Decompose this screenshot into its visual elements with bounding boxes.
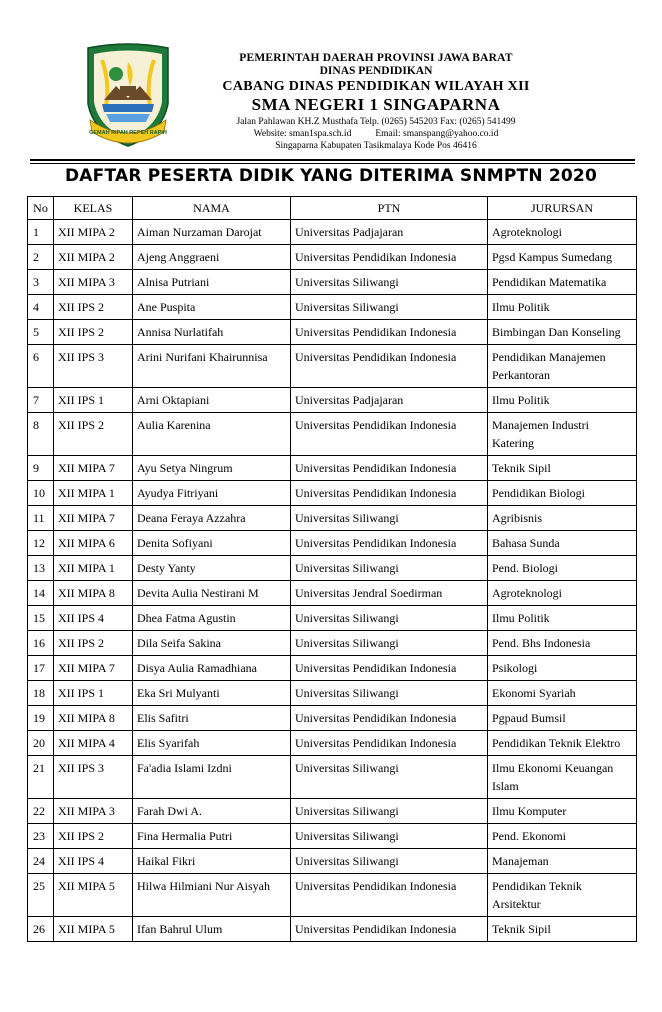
cell-ptn: Universitas Siliwangi [291, 295, 488, 320]
cell-ptn: Universitas Siliwangi [291, 506, 488, 531]
cell-no: 23 [28, 824, 54, 849]
accepted-students-table [27, 196, 637, 942]
letterhead [0, 0, 662, 165]
cell-jurusan: Agroteknologi [488, 220, 637, 245]
cell-ptn: Universitas Pendidikan Indonesia [291, 245, 488, 270]
cell-ptn: Universitas Jendral Soedirman [291, 581, 488, 606]
logo-motto-text: GEMAH RIPAH REPEH RAPIH [89, 130, 167, 136]
cell-nama: Denita Sofiyani [133, 531, 291, 556]
letterhead-rule-thick [30, 159, 635, 161]
school-email: Email: smanspang@yahoo.co.id [375, 129, 499, 140]
cell-kelas: XII IPS 4 [54, 606, 133, 631]
cell-nama: Devita Aulia Nestirani M [133, 581, 291, 606]
cell-jurusan: Pendidikan Manajemen Perkantoran [488, 345, 637, 388]
cell-no: 12 [28, 531, 54, 556]
cell-nama: Eka Sri Mulyanti [133, 681, 291, 706]
cell-no: 21 [28, 756, 54, 799]
table-row [28, 481, 637, 506]
cell-ptn: Universitas Siliwangi [291, 824, 488, 849]
cell-ptn: Universitas Siliwangi [291, 681, 488, 706]
cell-kelas: XII MIPA 1 [54, 481, 133, 506]
cell-jurusan: Agroteknologi [488, 581, 637, 606]
cell-no: 4 [28, 295, 54, 320]
cell-nama: Ayu Setya Ningrum [133, 456, 291, 481]
cell-jurusan: Ilmu Komputer [488, 799, 637, 824]
cell-nama: Annisa Nurlatifah [133, 320, 291, 345]
school-address: Jalan Pahlawan KH.Z Musthafa Telp. (0265) 545203 Fax: (0265) 541499 [236, 117, 516, 128]
cell-no: 1 [28, 220, 54, 245]
cell-ptn: Universitas Padjajaran [291, 220, 488, 245]
cell-ptn: Universitas Siliwangi [291, 799, 488, 824]
cell-kelas: XII MIPA 6 [54, 531, 133, 556]
cell-ptn: Universitas Pendidikan Indonesia [291, 320, 488, 345]
cell-kelas: XII IPS 2 [54, 631, 133, 656]
cell-no: 9 [28, 456, 54, 481]
cell-nama: Ayudya Fitriyani [133, 481, 291, 506]
table-row [28, 245, 637, 270]
cell-jurusan: Ilmu Politik [488, 388, 637, 413]
cell-no: 24 [28, 849, 54, 874]
cell-jurusan: Bahasa Sunda [488, 531, 637, 556]
cell-ptn: Universitas Pendidikan Indonesia [291, 531, 488, 556]
cell-jurusan: Teknik Sipil [488, 456, 637, 481]
cell-kelas: XII MIPA 5 [54, 874, 133, 917]
cell-kelas: XII IPS 3 [54, 756, 133, 799]
cell-nama: Fina Hermalia Putri [133, 824, 291, 849]
cell-ptn: Universitas Siliwangi [291, 270, 488, 295]
cell-no: 13 [28, 556, 54, 581]
cell-ptn: Universitas Padjajaran [291, 388, 488, 413]
cell-ptn: Universitas Pendidikan Indonesia [291, 731, 488, 756]
cell-jurusan: Pgpaud Bumsil [488, 706, 637, 731]
cell-no: 3 [28, 270, 54, 295]
table-row [28, 295, 637, 320]
cell-no: 17 [28, 656, 54, 681]
table-row [28, 731, 637, 756]
cell-no: 15 [28, 606, 54, 631]
table-row [28, 656, 637, 681]
cell-no: 14 [28, 581, 54, 606]
header-ptn: PTN [291, 197, 488, 220]
cell-ptn: Universitas Pendidikan Indonesia [291, 456, 488, 481]
cell-jurusan: Pendidikan Teknik Elektro [488, 731, 637, 756]
cell-nama: Dhea Fatma Agustin [133, 606, 291, 631]
cell-no: 2 [28, 245, 54, 270]
cell-kelas: XII MIPA 8 [54, 706, 133, 731]
table-row [28, 756, 637, 799]
cell-nama: Desty Yanty [133, 556, 291, 581]
cell-no: 19 [28, 706, 54, 731]
table-row [28, 531, 637, 556]
cell-jurusan: Ilmu Ekonomi Keuangan Islam [488, 756, 637, 799]
cell-nama: Ajeng Anggraeni [133, 245, 291, 270]
cell-nama: Ifan Bahrul Ulum [133, 917, 291, 942]
cell-ptn: Universitas Siliwangi [291, 606, 488, 631]
cell-nama: Elis Safitri [133, 706, 291, 731]
cell-jurusan: Bimbingan Dan Konseling [488, 320, 637, 345]
cell-kelas: XII IPS 2 [54, 413, 133, 456]
cell-kelas: XII MIPA 1 [54, 556, 133, 581]
cell-kelas: XII MIPA 7 [54, 656, 133, 681]
cell-nama: Alnisa Putriani [133, 270, 291, 295]
header-kelas: KELAS [54, 197, 133, 220]
table-row [28, 706, 637, 731]
cell-nama: Disya Aulia Ramadhiana [133, 656, 291, 681]
cell-no: 26 [28, 917, 54, 942]
cell-ptn: Universitas Pendidikan Indonesia [291, 413, 488, 456]
cell-no: 16 [28, 631, 54, 656]
letterhead-text [196, 52, 556, 153]
cell-kelas: XII MIPA 3 [54, 799, 133, 824]
cell-nama: Dila Seifa Sakina [133, 631, 291, 656]
branch-office-name: CABANG DINAS PENDIDIKAN WILAYAH XII [222, 78, 530, 94]
cell-ptn: Universitas Pendidikan Indonesia [291, 656, 488, 681]
header-no: No [28, 197, 54, 220]
school-city: Singaparna Kabupaten Tasikmalaya Kode Pos 46416 [275, 141, 477, 152]
school-contact [196, 129, 556, 141]
header-nama: NAMA [133, 197, 291, 220]
cell-nama: Arini Nurifani Khairunnisa [133, 345, 291, 388]
table-row [28, 320, 637, 345]
cell-kelas: XII MIPA 4 [54, 731, 133, 756]
cell-ptn: Universitas Siliwangi [291, 631, 488, 656]
cell-nama: Farah Dwi A. [133, 799, 291, 824]
cell-kelas: XII MIPA 7 [54, 456, 133, 481]
table-row [28, 849, 637, 874]
table-header-row [28, 197, 637, 220]
cell-nama: Aiman Nurzaman Darojat [133, 220, 291, 245]
cell-kelas: XII MIPA 8 [54, 581, 133, 606]
department-name: DINAS PENDIDIKAN [319, 64, 433, 77]
school-website: Website: sman1spa.sch.id [253, 129, 352, 140]
table-row [28, 220, 637, 245]
cell-ptn: Universitas Pendidikan Indonesia [291, 917, 488, 942]
cell-jurusan: Manajeman [488, 849, 637, 874]
cell-kelas: XII IPS 2 [54, 320, 133, 345]
table-row [28, 270, 637, 295]
cell-ptn: Universitas Siliwangi [291, 756, 488, 799]
cell-jurusan: Teknik Sipil [488, 917, 637, 942]
table-row [28, 917, 637, 942]
cell-no: 6 [28, 345, 54, 388]
cell-jurusan: Manajemen Industri Katering [488, 413, 637, 456]
cell-jurusan: Psikologi [488, 656, 637, 681]
cell-ptn: Universitas Pendidikan Indonesia [291, 345, 488, 388]
table-row [28, 556, 637, 581]
cell-kelas: XII IPS 1 [54, 681, 133, 706]
cell-jurusan: Pend. Bhs Indonesia [488, 631, 637, 656]
cell-ptn: Universitas Pendidikan Indonesia [291, 706, 488, 731]
cell-ptn: Universitas Pendidikan Indonesia [291, 481, 488, 506]
table-body [28, 220, 637, 942]
cell-no: 22 [28, 799, 54, 824]
cell-no: 11 [28, 506, 54, 531]
school-name: SMA NEGERI 1 SINGAPARNA [251, 95, 501, 115]
cell-ptn: Universitas Siliwangi [291, 849, 488, 874]
cell-jurusan: Ekonomi Syariah [488, 681, 637, 706]
cell-jurusan: Pend. Ekonomi [488, 824, 637, 849]
cell-kelas: XII IPS 3 [54, 345, 133, 388]
table-row [28, 388, 637, 413]
cell-kelas: XII IPS 2 [54, 824, 133, 849]
table-row [28, 874, 637, 917]
table-row [28, 824, 637, 849]
cell-kelas: XII MIPA 2 [54, 245, 133, 270]
table-row [28, 506, 637, 531]
cell-jurusan: Pendidikan Biologi [488, 481, 637, 506]
cell-nama: Hilwa Hilmiani Nur Aisyah [133, 874, 291, 917]
cell-kelas: XII IPS 2 [54, 295, 133, 320]
table-row [28, 456, 637, 481]
table-row [28, 799, 637, 824]
table-row [28, 681, 637, 706]
cell-no: 8 [28, 413, 54, 456]
cell-nama: Elis Syarifah [133, 731, 291, 756]
cell-kelas: XII IPS 4 [54, 849, 133, 874]
cell-nama: Deana Feraya Azzahra [133, 506, 291, 531]
table-row [28, 413, 637, 456]
cell-no: 7 [28, 388, 54, 413]
table-row [28, 631, 637, 656]
cell-jurusan: Pendidikan Teknik Arsitektur [488, 874, 637, 917]
document-title: DAFTAR PESERTA DIDIK YANG DITERIMA SNMPTN 2020 [65, 166, 597, 186]
table-row [28, 581, 637, 606]
cell-no: 10 [28, 481, 54, 506]
cell-nama: Fa'adia Islami Izdni [133, 756, 291, 799]
cell-no: 20 [28, 731, 54, 756]
cell-jurusan: Pendidikan Matematika [488, 270, 637, 295]
cell-nama: Aulia Karenina [133, 413, 291, 456]
cell-ptn: Universitas Pendidikan Indonesia [291, 874, 488, 917]
cell-kelas: XII MIPA 5 [54, 917, 133, 942]
cell-jurusan: Pgsd Kampus Sumedang [488, 245, 637, 270]
cell-ptn: Universitas Siliwangi [291, 556, 488, 581]
cell-kelas: XII MIPA 3 [54, 270, 133, 295]
cell-jurusan: Pend. Biologi [488, 556, 637, 581]
cell-no: 5 [28, 320, 54, 345]
government-name: PEMERINTAH DAERAH PROVINSI JAWA BARAT [239, 52, 513, 64]
header-jurusan: JURURSAN [488, 197, 637, 220]
west-java-emblem-logo [80, 42, 176, 150]
cell-kelas: XII MIPA 7 [54, 506, 133, 531]
cell-jurusan: Ilmu Politik [488, 606, 637, 631]
cell-nama: Ane Puspita [133, 295, 291, 320]
cell-nama: Arni Oktapiani [133, 388, 291, 413]
cell-no: 18 [28, 681, 54, 706]
cell-no: 25 [28, 874, 54, 917]
cell-jurusan: Agribisnis [488, 506, 637, 531]
cell-jurusan: Ilmu Politik [488, 295, 637, 320]
cell-kelas: XII IPS 1 [54, 388, 133, 413]
letterhead-rule-thin [30, 163, 635, 164]
cell-kelas: XII MIPA 2 [54, 220, 133, 245]
table-row [28, 606, 637, 631]
cell-nama: Haikal Fikri [133, 849, 291, 874]
table-row [28, 345, 637, 388]
